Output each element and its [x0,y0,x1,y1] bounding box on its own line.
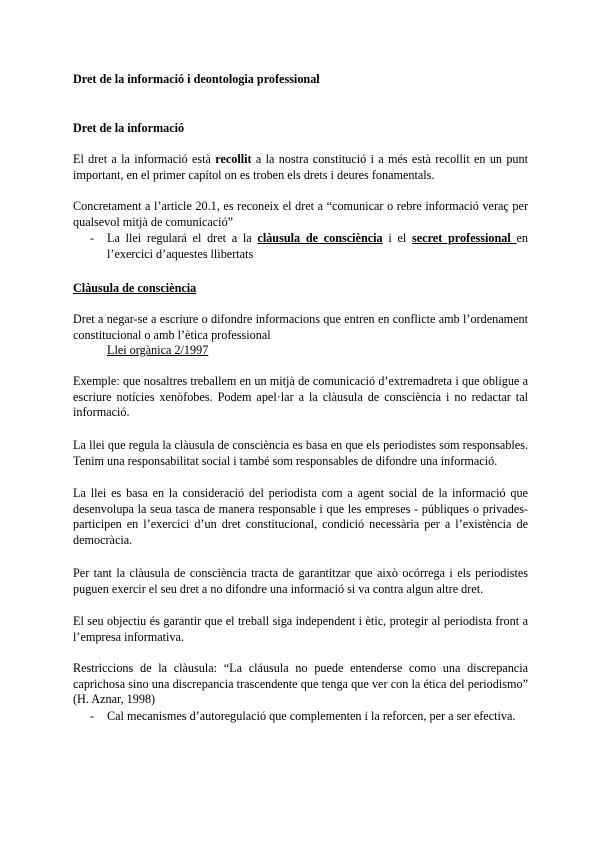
paragraph-article-20-1: Concretament a l’article 20.1, es reconeix el dret a “comunicar o rebre informació veraç per qualsevol mitjà de comunicació” [73,199,528,229]
bullet-dash: - [90,231,95,245]
bullet-text: i el [382,231,413,245]
paragraph-text: El dret a la informació està [73,152,216,166]
paragraph-exemple: Exemple: que nosaltres treballem en un mitjà de comunicació d’extremadreta i que obligue a escriure notícies xenòfobes. Podem apel·lar a la clàusula de consciència i no redactar tal informació. [73,374,528,419]
section-heading-dret-informacio: Dret de la informació [73,121,185,135]
paragraph-recollit [73,152,528,183]
paragraph-llei-responsables: La llei que regula la clàusula de consciència es basa en que els periodistes som responsables. Tenim una responsabilitat social i també som responsables de difondre una informació. [73,438,528,468]
paragraph-text: a la nostra constitució i a més està recollit en un punt important, en el primer capítol on es troben els drets i deures fonamentals. [73,152,528,182]
bullet-item-autoregulacio: Cal mecanismes d’autoregulació que complementen i la reforcen, per a ser efectiva. [107,709,516,723]
bullet-dash: - [90,709,95,723]
document-title: Dret de la informació i deontologia professional [73,72,320,86]
link-secret-professional: secret professional [412,231,517,245]
bullet-text: La llei regulará el dret a la [107,231,258,245]
bullet-item-llei-regulara [107,231,528,262]
bullet-text: en l’exercici d’aquestes llibertats [107,231,528,261]
emphasis-recollit: recollit [215,152,252,166]
paragraph-agent-social: La llei es basa en la consideració del periodista com a agent social de la informació que desenvolupa la seua tasca de manera responsable i que les empreses - públiques o privades- participen en l’exercici d’un dret constitucional, condició necessària per a l’existència de democràcia. [73,486,528,547]
law-reference: Llei orgànica 2/1997 [107,343,209,357]
section-heading-clausula-consciencia: Clàusula de consciència [73,281,197,295]
paragraph-restriccions: Restriccions de la clàusula: “La cláusula no puede entenderse como una discrepancia caprichosa sino una discrepancia trascendente que tenga que ver con la ética del periodismo” (H. Aznar, 1998) [73,661,528,706]
paragraph-dret-negar: Dret a negar-se a escriure o difondre informacions que entren en conflicte amb l’ordenament constitucional o amb l’ètica professional [73,312,528,342]
paragraph-per-tant: Per tant la clàusula de consciència tracta de garantitzar que això ocórrega i els periodistes puguen exercir el seu dret a no difondre una informació si va contra algun altre dret. [73,566,528,596]
paragraph-objectiu: El seu objectiu és garantir que el treball siga independent i ètic, protegir al periodista front a l’empresa informativa. [73,614,528,644]
link-clausula-consciencia: clàusula de consciència [257,231,383,245]
